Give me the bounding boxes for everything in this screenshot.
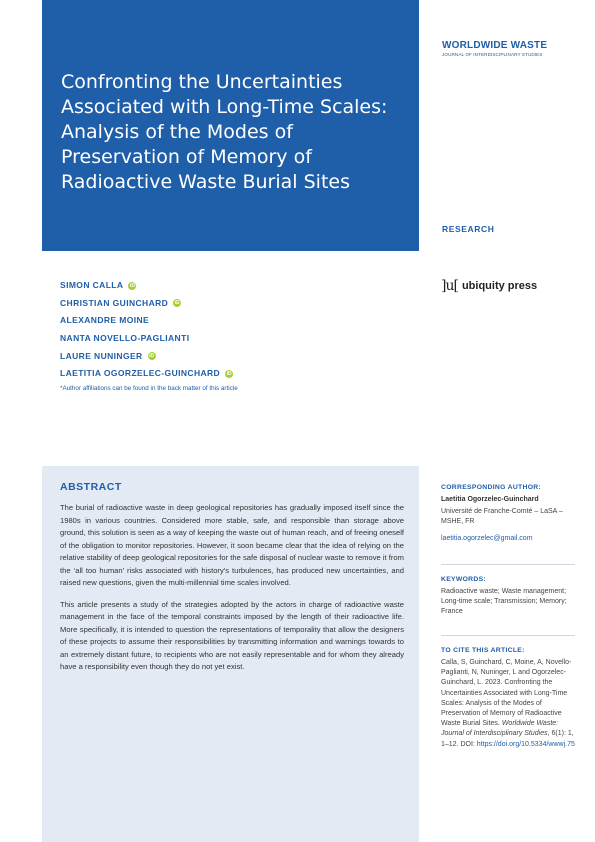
journal-header	[442, 40, 572, 57]
author-name[interactable]: SIMON CALLA	[60, 280, 124, 291]
corresponding-author-heading: CORRESPONDING AUTHOR:	[441, 484, 542, 491]
abstract-body	[60, 502, 404, 683]
publisher-logo[interactable]	[441, 278, 537, 294]
open-access-lock-icon	[377, 28, 403, 68]
divider	[441, 635, 575, 636]
author[interactable]	[60, 330, 233, 348]
abstract-paragraph: The burial of radioactive waste in deep geological repositories has gradually imposed itself since the 1980s in various countries. Considered more stable, safe, and responsible than storage above ground, this solution is seen as a way of keeping the waste out of human reach, and of freeing oneself of the obligation to monitor repositories. However, it soon became clear that the idea of relying on the relative stability of deep geological repositories for the safe disposal of nuclear waste to remove it from the ‘all too human’ risks associated with history's turbulences, has produced new uncertainties, and raised new questions, given the multi-millennial time scales involved.	[60, 503, 404, 587]
author-name[interactable]: NANTA NOVELLO-PAGLIANTI	[60, 333, 190, 344]
citation-text	[441, 658, 576, 750]
title-banner	[42, 0, 419, 251]
citation-tail: , 6(1): 1, 1–12. DOI:	[441, 730, 574, 748]
author-name[interactable]: CHRISTIAN GUINCHARD	[60, 297, 169, 308]
doi-link[interactable]: https://doi.org/10.5334/wwwj.75	[476, 740, 575, 748]
author[interactable]	[60, 365, 233, 383]
corresponding-author	[441, 484, 576, 544]
abstract-section	[42, 466, 419, 842]
corresponding-author-email[interactable]: laetitia.ogorzelec@gmail.com	[441, 534, 533, 542]
author[interactable]	[60, 312, 233, 330]
journal-name: WORLDWIDE WASTE	[442, 40, 548, 51]
author[interactable]	[60, 347, 233, 365]
journal-subtitle: JOURNAL OF INTERDISCIPLINARY STUDIES	[442, 52, 543, 57]
orcid-icon[interactable]: iD	[226, 370, 232, 377]
ubiquity-logo-icon: ]u[	[441, 278, 458, 294]
publisher-name: ubiquity press	[461, 280, 538, 292]
keywords-heading: KEYWORDS:	[441, 576, 486, 583]
keywords-text: Radioactive waste; Waste management; Long-time scale; Transmission; Memory; France	[441, 588, 567, 616]
corresponding-author-name: Laetitia Ogorzelec-Guinchard	[441, 496, 539, 503]
keywords	[441, 576, 576, 618]
orcid-icon[interactable]: iD	[129, 282, 135, 289]
orcid-icon[interactable]: iD	[174, 300, 180, 307]
author-name[interactable]: ALEXANDRE MOINE	[60, 315, 150, 326]
author-name[interactable]: LAURE NUNINGER	[60, 350, 143, 361]
author[interactable]	[60, 295, 233, 313]
divider	[441, 564, 575, 565]
article-type: RESEARCH	[442, 224, 495, 234]
citation	[441, 647, 576, 750]
affiliation-note: *Author affiliations can be found in the back matter of this article	[60, 385, 238, 392]
citation-main: Calla, S, Guinchard, C, Moine, A, Novello-Paglianti, N, Nuninger, L and Ogorzelec-Guinchard, L. 2023. Confronting the Uncertainties Associated with Long-Time Scales: Analysis of the Modes of Preservation of Memory of Radioactive Waste Burial Sites.	[441, 659, 572, 728]
author[interactable]	[60, 277, 233, 295]
article-title: Confronting the Uncertainties Associated with Long-Time Scales: Analysis of the Modes of Preservation of Memory of Radioactive Waste Burial Sites	[61, 71, 388, 193]
corresponding-author-affiliation: Université de Franche-Comté – LaSA – MSHE, FR	[441, 508, 563, 526]
author-name[interactable]: LAETITIA OGORZELEC-GUINCHARD	[60, 368, 221, 379]
abstract-paragraph: This article presents a study of the strategies adopted by the actors in charge of radioactive waste management in the face of the temporal constraints imposed by the length of their radioactive life. More specifically, it is intended to question the representations of temporality that allow the designers of these projects to assume their responsibilities by transmitting information and warnings towards to an extremely distant future, to recipients who are not easily representable and for whom they already have a responsibility even though they do not yet exist.	[60, 599, 404, 671]
citation-journal: Worldwide Waste: Journal of Interdisciplinary Studies	[441, 720, 559, 738]
author-list	[60, 277, 233, 383]
abstract-heading: ABSTRACT	[60, 481, 122, 493]
orcid-icon[interactable]: iD	[149, 353, 155, 360]
citation-heading: TO CITE THIS ARTICLE:	[441, 647, 525, 654]
